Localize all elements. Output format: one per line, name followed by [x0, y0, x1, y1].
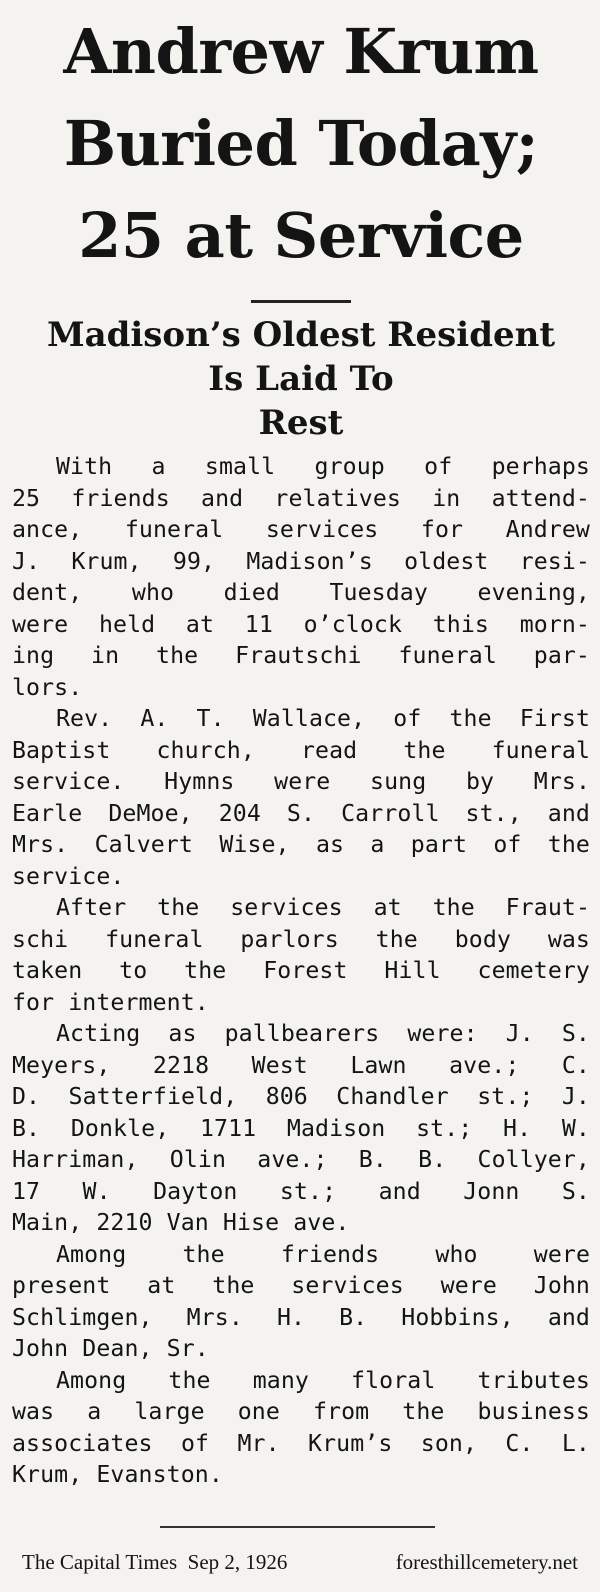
- headline-divider: [251, 300, 351, 303]
- paragraph-6: [12, 1365, 590, 1491]
- text-line: present at the services were John: [12, 1272, 590, 1299]
- text-line: After the services at the Fraut-: [56, 894, 590, 921]
- text-line: Meyers, 2218 West Lawn ave.; C.: [12, 1051, 590, 1079]
- text-line: ance, funeral services for Andrew: [12, 516, 590, 543]
- footer-divider: [160, 1526, 435, 1528]
- text-line: B. Donkle, 1711 Madison st.; H. W.: [12, 1114, 590, 1142]
- subheadline: [12, 313, 590, 445]
- text-line: Earle DeMoe, 204 S. Carroll st., and: [12, 799, 590, 827]
- website-credit: foresthillcemetery.net: [395, 1550, 578, 1574]
- headline-line-1: Andrew Krum: [63, 15, 539, 88]
- subheadline-line-3: Rest: [258, 403, 344, 443]
- text-line: associates of Mr. Krum’s son, C. L.: [12, 1429, 590, 1457]
- source-credit: [22, 1550, 578, 1575]
- paragraph-3: [12, 892, 590, 1018]
- text-line: were held at 11 o’clock this morn-: [12, 610, 590, 638]
- text-line: 17 W. Dayton st.; and Jonn S.: [12, 1177, 590, 1205]
- text-line: Baptist church, read the funeral: [12, 736, 590, 764]
- paragraph-1: [12, 451, 590, 703]
- article-body: [12, 451, 590, 1491]
- text-line: Among the many floral tributes: [56, 1366, 590, 1394]
- text-line: Among the friends who were: [56, 1240, 590, 1268]
- text-line: Rev. A. T. Wallace, of the First: [56, 705, 590, 732]
- text-line: ing in the Frautschi funeral par-: [12, 642, 590, 669]
- paragraph-4: [12, 1018, 590, 1239]
- headline-line-3: 25 at Service: [78, 199, 524, 272]
- subheadline-line-1: Madison’s Oldest Resident: [46, 315, 556, 355]
- subheadline-line-2: Is Laid To: [208, 359, 394, 399]
- text-line: Krum, Evanston.: [12, 1461, 223, 1488]
- source-citation: The Capital Times Sep 2, 1926: [22, 1550, 288, 1574]
- text-line: service. Hymns were sung by Mrs.: [12, 768, 590, 795]
- text-line: Main, 2210 Van Hise ave.: [12, 1209, 350, 1236]
- text-line: service.: [12, 862, 125, 890]
- text-line: Harriman, Olin ave.; B. B. Collyer,: [12, 1146, 590, 1173]
- text-line: 25 friends and relatives in attend-: [12, 484, 590, 512]
- text-line: John Dean, Sr.: [12, 1335, 209, 1362]
- text-line: was a large one from the business: [12, 1398, 590, 1425]
- paragraph-2: [12, 703, 590, 892]
- paragraph-5: [12, 1239, 590, 1365]
- text-line: taken to the Forest Hill cemetery: [12, 957, 590, 984]
- text-line: J. Krum, 99, Madison’s oldest resi-: [12, 547, 590, 575]
- text-line: dent, who died Tuesday evening,: [12, 579, 590, 606]
- text-line: schi funeral parlors the body was: [12, 925, 590, 953]
- text-line: lors.: [12, 673, 83, 701]
- text-line: With a small group of perhaps: [56, 453, 590, 480]
- headline: [12, 0, 590, 282]
- text-line: Mrs. Calvert Wise, as a part of the: [12, 831, 590, 858]
- text-line: Acting as pallbearers were: J. S.: [56, 1020, 590, 1047]
- headline-line-2: Buried Today;: [63, 107, 539, 180]
- text-line: D. Satterfield, 806 Chandler st.; J.: [12, 1083, 590, 1110]
- text-line: Schlimgen, Mrs. H. B. Hobbins, and: [12, 1303, 590, 1331]
- text-line: for interment.: [12, 988, 209, 1016]
